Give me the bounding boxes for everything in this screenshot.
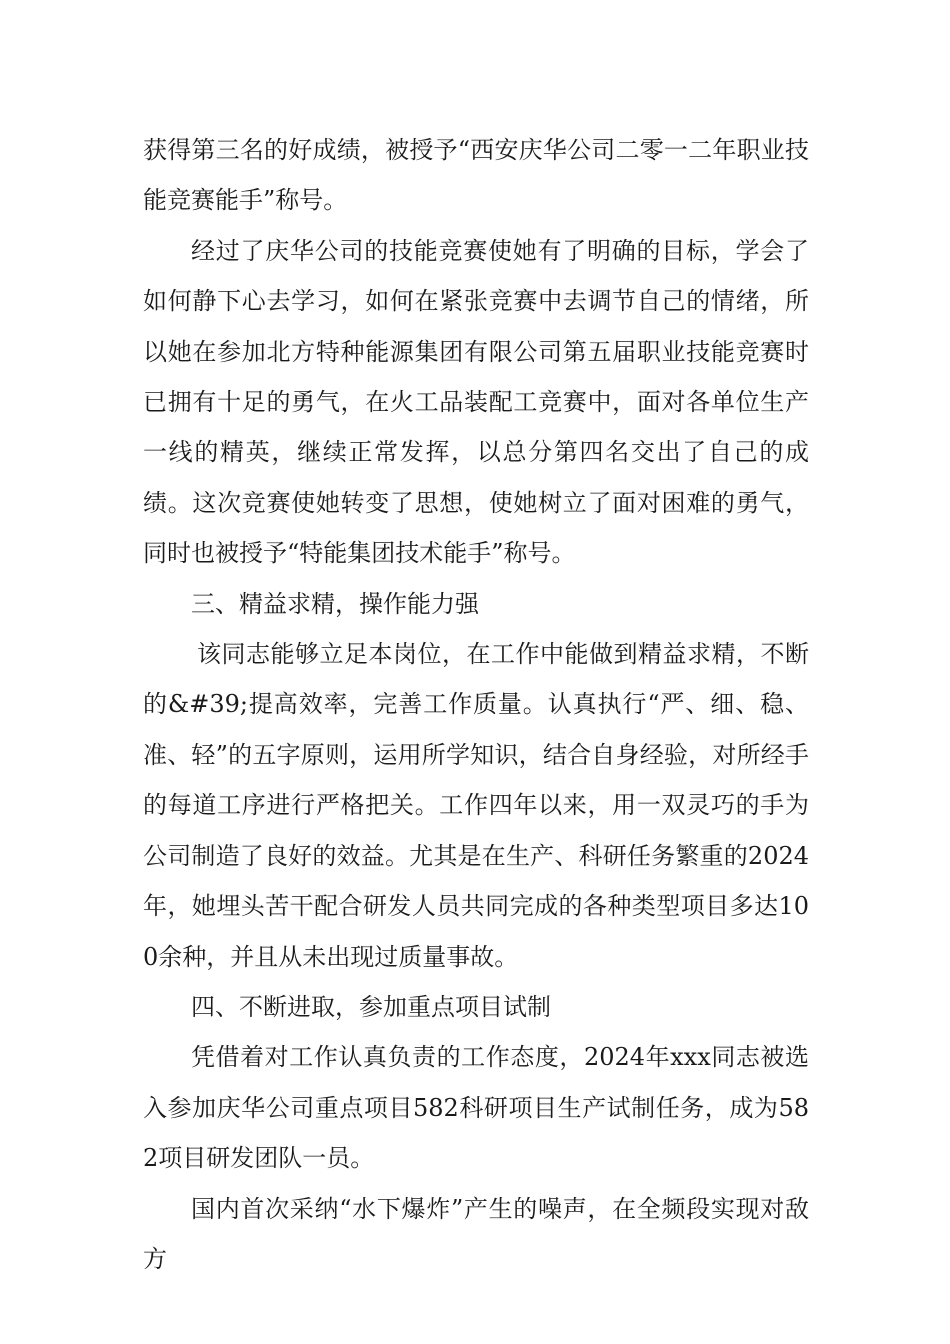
paragraph-competition-growth: 经过了庆华公司的技能竞赛使她有了明确的目标，学会了如何静下心去学习，如何在紧张竞赛中去调节自己的情绪，所以她在参加北方特种能源集团有限公司第五届职业技能竞赛时已拥有十足的勇气，在火工品装配工竞赛中，面对各单位生产一线的精英，继续正常发挥，以总分第四名交出了自己的成绩。这次竞赛使她转变了思想，使她树立了面对困难的勇气，同时也被授予“特能集团技术能手”称号。: [143, 236, 809, 568]
paragraph-precision-work: 该同志能够立足本岗位，在工作中能做到精益求精，不断的&#39;提高效率，完善工作质量。认真执行“严、细、稳、准、轻”的五字原则，运用所学知识，结合自身经验，对所经手的每道工序进行严格把关。工作四年以来，用一双灵巧的手为公司制造了良好的效益。尤其是在生产、科研任务繁重的2024年，她埋头苦干配合研发人员共同完成的各种类型项目多达100余种，并且从未出现过质量事故。: [143, 640, 809, 971]
paragraph-underwater-explosion: 国内首次采纳“水下爆炸”产生的噪声，在全频段实现对敌方: [143, 1194, 809, 1273]
paragraph-award-result: 获得第三名的好成绩，被授予“西安庆华公司二零一二年职业技能竞赛能手”称号。: [143, 136, 809, 215]
section-heading-3: 三、精益求精，操作能力强: [191, 589, 479, 618]
paragraph-project-selection: 凭借着对工作认真负责的工作态度，2024年xxx同志被选入参加庆华公司重点项目582科研项目生产试制任务，成为582项目研发团队一员。: [143, 1043, 809, 1173]
document-body: [143, 125, 809, 1284]
section-heading-4: 四、不断进取，参加重点项目试制: [191, 992, 551, 1021]
